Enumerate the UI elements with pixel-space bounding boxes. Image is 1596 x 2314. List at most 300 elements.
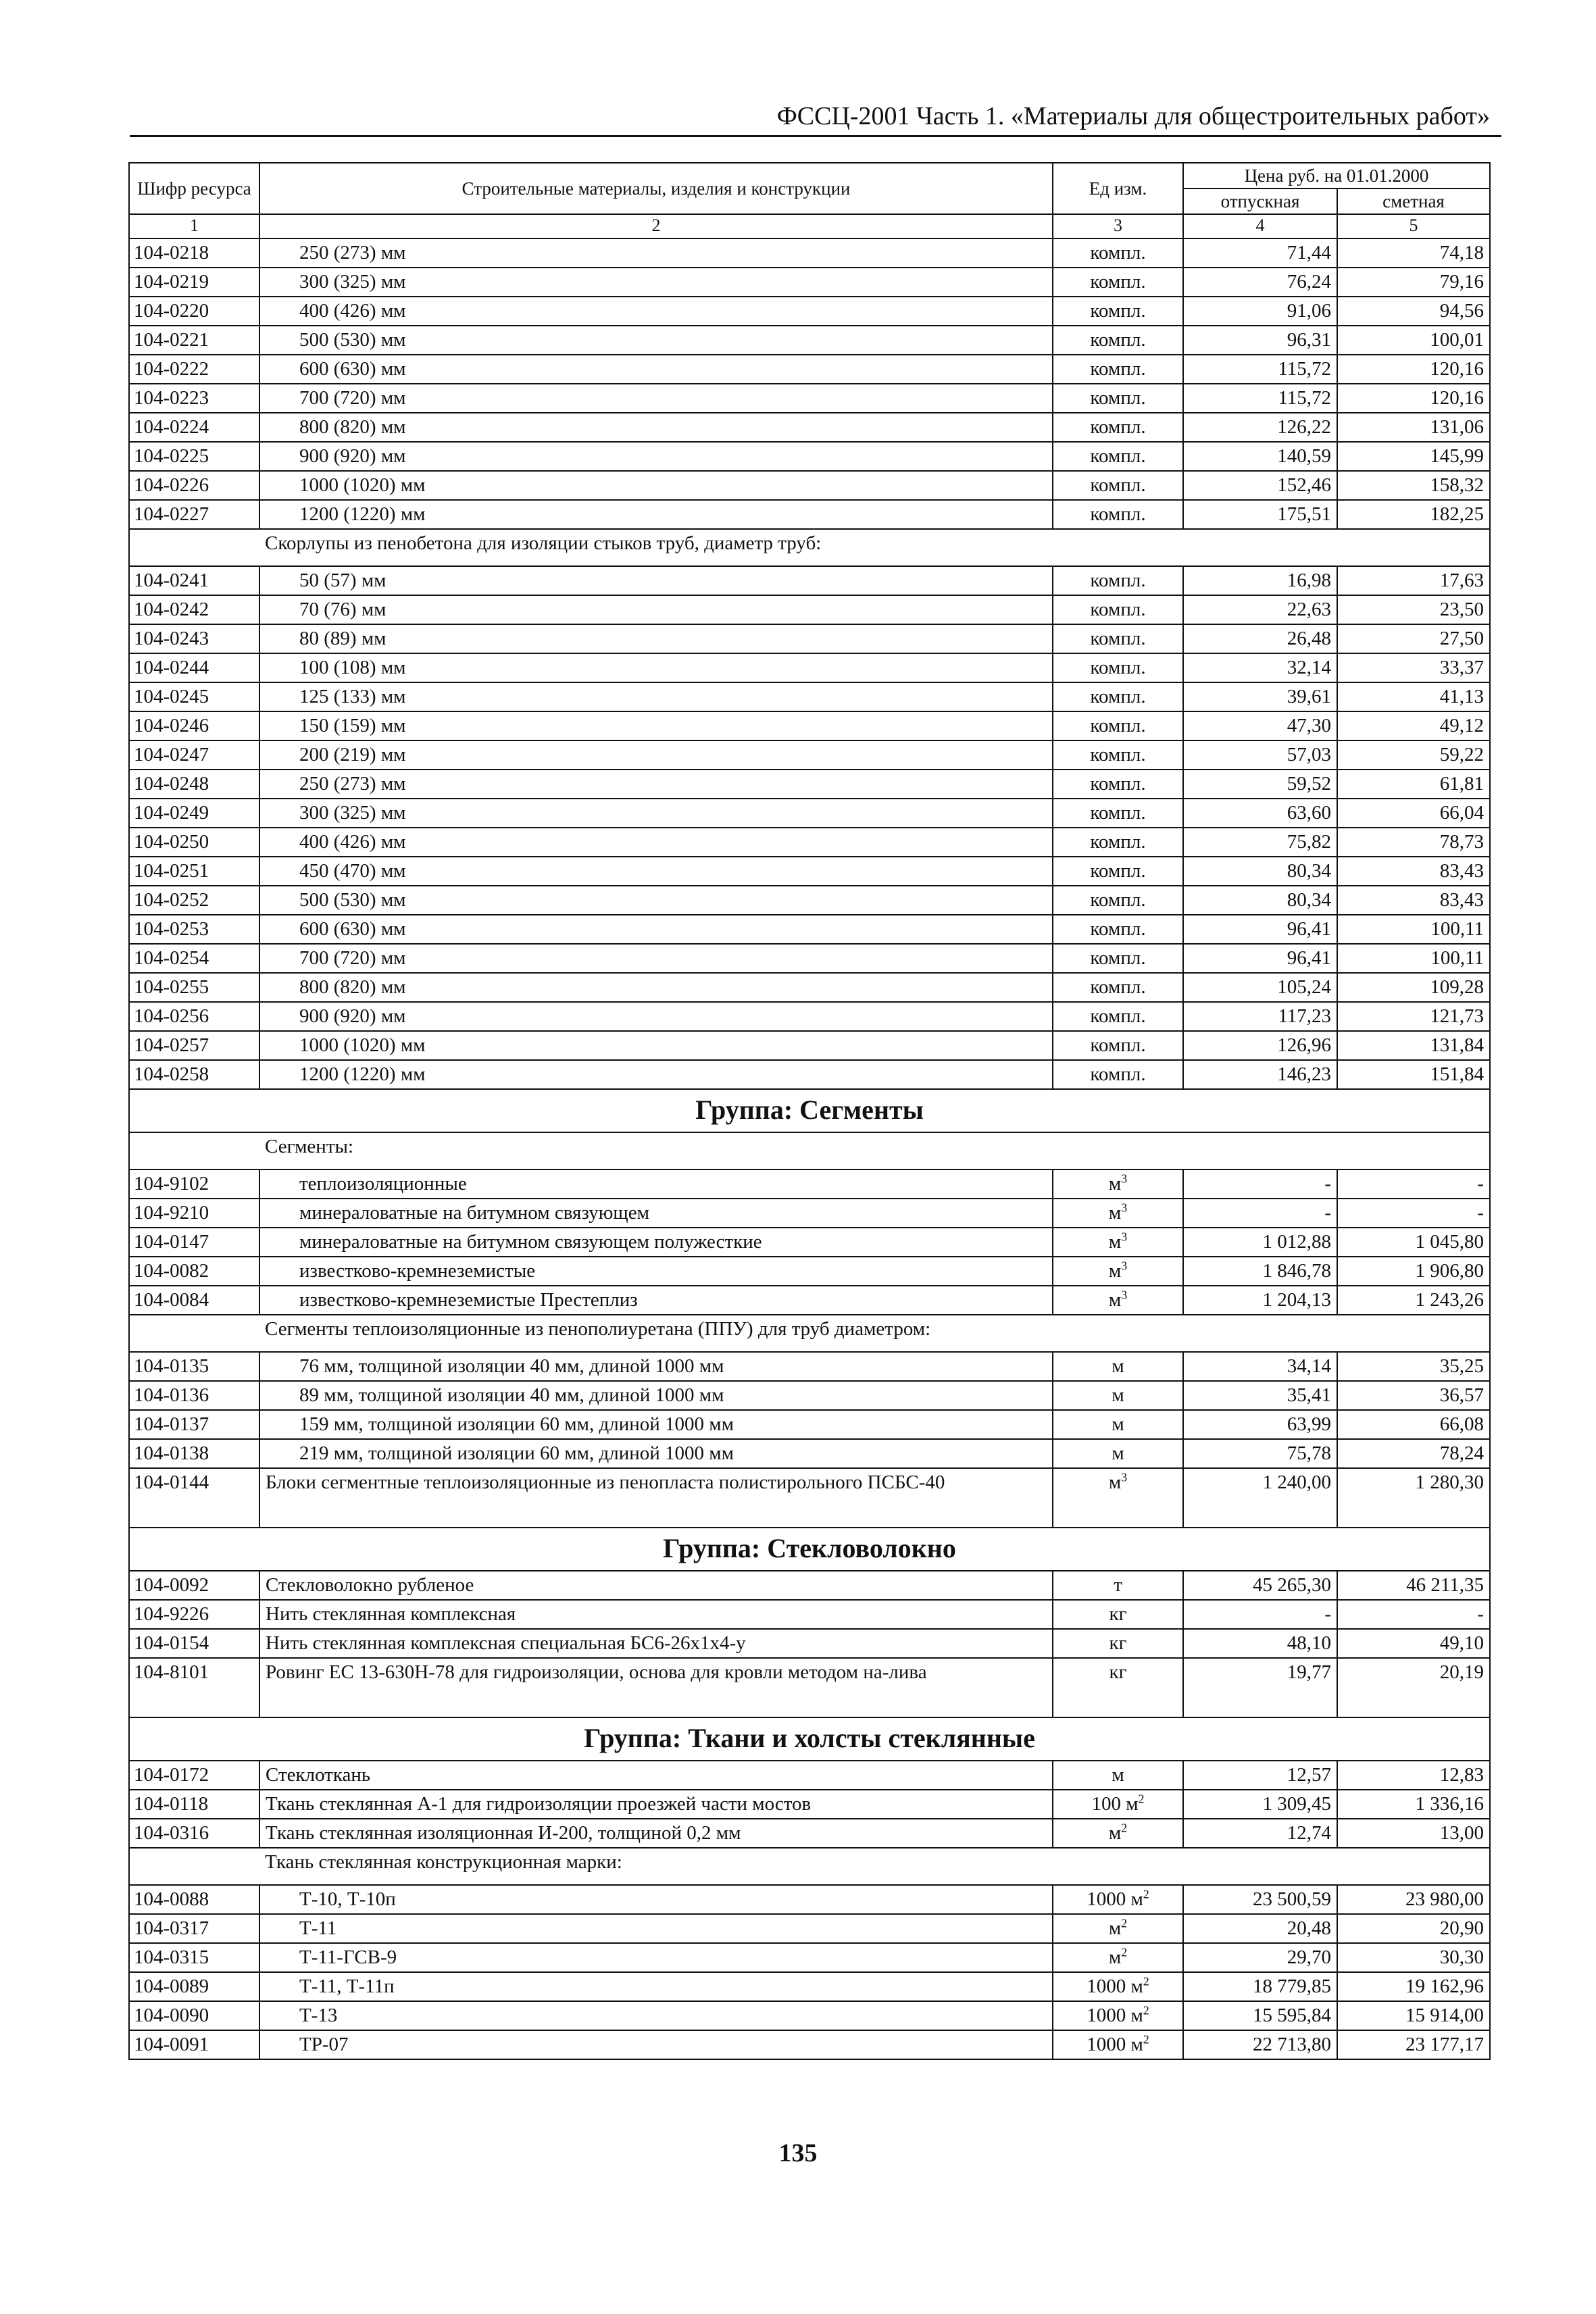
table-row: [129, 1790, 1490, 1819]
unit-cell: [1053, 384, 1183, 413]
unit: компл.: [1090, 976, 1146, 998]
unit-cell: [1053, 1439, 1183, 1468]
table-row: [129, 2030, 1490, 2059]
unit-cell: [1053, 828, 1183, 857]
estimate-price: 41,13: [1337, 682, 1490, 711]
subsection-label-row: [129, 1132, 1490, 1169]
release-price: 1 240,00: [1183, 1468, 1337, 1528]
material-description: Т-11: [259, 1914, 1053, 1943]
unit: м: [1108, 1946, 1122, 1968]
unit: компл.: [1090, 657, 1146, 678]
unit-cell: [1053, 326, 1183, 355]
estimate-price: 49,12: [1337, 711, 1490, 740]
release-price: 126,96: [1183, 1031, 1337, 1060]
unit-cell: [1053, 1819, 1183, 1848]
material-description: 400 (426) мм: [259, 297, 1053, 326]
unit-cell: [1053, 915, 1183, 944]
material-description: 450 (470) мм: [259, 857, 1053, 886]
estimate-price: -: [1337, 1169, 1490, 1199]
resource-code: 104-0220: [129, 297, 259, 326]
unit-exponent: 3: [1121, 1230, 1128, 1244]
table-row: [129, 857, 1490, 886]
unit: компл.: [1090, 715, 1146, 736]
unit-cell: [1053, 740, 1183, 770]
unit-cell: [1053, 471, 1183, 500]
table-row: [129, 711, 1490, 740]
unit: кг: [1109, 1661, 1127, 1683]
resource-code: 104-0089: [129, 1972, 259, 2001]
table-body: [129, 238, 1490, 2059]
unit-cell: [1053, 413, 1183, 442]
estimate-price: 13,00: [1337, 1819, 1490, 1848]
unit: компл.: [1090, 860, 1146, 882]
unit-cell: [1053, 2030, 1183, 2059]
unit-exponent: 2: [1121, 1916, 1128, 1930]
unit: м: [1108, 1202, 1122, 1224]
unit: м: [1112, 1384, 1124, 1406]
unit: 100 м: [1091, 1793, 1139, 1815]
unit: кг: [1109, 1603, 1127, 1625]
resource-code: 104-0242: [129, 595, 259, 624]
estimate-price: 100,11: [1337, 944, 1490, 973]
material-description: 600 (630) мм: [259, 915, 1053, 944]
subsection-label: Ткань стеклянная конструкционная марки:: [129, 1848, 1490, 1885]
unit: компл.: [1090, 947, 1146, 969]
table-row: [129, 1819, 1490, 1848]
material-description: Т-11, Т-11п: [259, 1972, 1053, 2001]
estimate-price: 74,18: [1337, 238, 1490, 268]
unit-cell: [1053, 268, 1183, 297]
header-release-price: отпускная: [1183, 188, 1337, 214]
table-row: [129, 1410, 1490, 1439]
estimate-price: 1 243,26: [1337, 1286, 1490, 1315]
release-price: 20,48: [1183, 1914, 1337, 1943]
unit-cell: [1053, 1257, 1183, 1286]
unit-cell: [1053, 973, 1183, 1002]
estimate-price: 33,37: [1337, 653, 1490, 682]
subsection-label-row: [129, 1848, 1490, 1885]
release-price: 96,41: [1183, 944, 1337, 973]
release-price: -: [1183, 1169, 1337, 1199]
resource-code: 104-0243: [129, 624, 259, 653]
estimate-price: 182,25: [1337, 500, 1490, 529]
material-description: известково-кремнеземистые Престеплиз: [259, 1286, 1053, 1315]
unit: компл.: [1090, 918, 1146, 940]
material-description: 1000 (1020) мм: [259, 1031, 1053, 1060]
release-price: 12,74: [1183, 1819, 1337, 1848]
unit-cell: [1053, 1468, 1183, 1528]
unit: м: [1108, 1289, 1122, 1311]
release-price: 63,99: [1183, 1410, 1337, 1439]
table-row: [129, 1629, 1490, 1658]
unit: м: [1112, 1355, 1124, 1377]
estimate-price: 100,01: [1337, 326, 1490, 355]
table-row: [129, 1943, 1490, 1972]
material-description: 1200 (1220) мм: [259, 1060, 1053, 1089]
release-price: 34,14: [1183, 1352, 1337, 1381]
column-number: 3: [1053, 214, 1183, 238]
table-row: [129, 653, 1490, 682]
release-price: 96,41: [1183, 915, 1337, 944]
column-numbers-row: [129, 214, 1490, 238]
release-price: 15 595,84: [1183, 2001, 1337, 2030]
resource-code: 104-0249: [129, 799, 259, 828]
resource-code: 104-0251: [129, 857, 259, 886]
estimate-price: 36,57: [1337, 1381, 1490, 1410]
unit-exponent: 2: [1138, 1792, 1145, 1806]
material-description: 150 (159) мм: [259, 711, 1053, 740]
material-description: 700 (720) мм: [259, 944, 1053, 973]
table-row: [129, 1286, 1490, 1315]
subsection-label-row: [129, 1315, 1490, 1352]
resource-code: 104-0317: [129, 1914, 259, 1943]
release-price: 57,03: [1183, 740, 1337, 770]
unit-cell: [1053, 653, 1183, 682]
unit: м: [1108, 1917, 1122, 1939]
material-description: 125 (133) мм: [259, 682, 1053, 711]
table-row: [129, 828, 1490, 857]
resource-code: 104-0118: [129, 1790, 259, 1819]
resource-code: 104-0252: [129, 886, 259, 915]
header-code: Шифр ресурса: [129, 163, 259, 214]
material-description: 500 (530) мм: [259, 886, 1053, 915]
unit: 1000 м: [1087, 2034, 1143, 2055]
release-price: 117,23: [1183, 1002, 1337, 1031]
release-price: 126,22: [1183, 413, 1337, 442]
unit-exponent: 2: [1143, 2032, 1149, 2046]
table-row: [129, 944, 1490, 973]
unit: компл.: [1090, 1063, 1146, 1085]
estimate-price: 23,50: [1337, 595, 1490, 624]
resource-code: 104-0256: [129, 1002, 259, 1031]
group-heading: Группа: Ткани и холсты стеклянные: [129, 1717, 1490, 1761]
table-row: [129, 413, 1490, 442]
resource-code: 104-0219: [129, 268, 259, 297]
estimate-price: 23 980,00: [1337, 1885, 1490, 1914]
unit-exponent: 2: [1143, 1974, 1149, 1988]
header-estimate-price: сметная: [1337, 188, 1490, 214]
estimate-price: 83,43: [1337, 857, 1490, 886]
table-row: [129, 1972, 1490, 2001]
resource-code: 104-0224: [129, 413, 259, 442]
table-row: [129, 1169, 1490, 1199]
resource-code: 104-0084: [129, 1286, 259, 1315]
estimate-price: 120,16: [1337, 384, 1490, 413]
release-price: 175,51: [1183, 500, 1337, 529]
estimate-price: 12,83: [1337, 1761, 1490, 1790]
material-description: Блоки сегментные теплоизоляционные из пенопласта полистирольного ПСБС-40: [259, 1468, 1053, 1528]
running-head: ФССЦ-2001 Часть 1. «Материалы для общестроительных работ»: [776, 102, 1490, 130]
unit: компл.: [1090, 599, 1146, 620]
resource-code: 104-9102: [129, 1169, 259, 1199]
unit: м: [1112, 1764, 1124, 1786]
estimate-price: 46 211,35: [1337, 1571, 1490, 1600]
resource-code: 104-9226: [129, 1600, 259, 1629]
resource-code: 104-0221: [129, 326, 259, 355]
material-description: Стеклоткань: [259, 1761, 1053, 1790]
resource-code: 104-0136: [129, 1381, 259, 1410]
material-description: теплоизоляционные: [259, 1169, 1053, 1199]
release-price: 115,72: [1183, 355, 1337, 384]
header-price: Цена руб. на 01.01.2000: [1183, 163, 1490, 188]
unit-cell: [1053, 1629, 1183, 1658]
unit-cell: [1053, 624, 1183, 653]
material-description: 800 (820) мм: [259, 413, 1053, 442]
unit: компл.: [1090, 802, 1146, 824]
material-description: 300 (325) мм: [259, 268, 1053, 297]
resource-code: 104-0172: [129, 1761, 259, 1790]
unit-cell: [1053, 1002, 1183, 1031]
resource-code: 104-9210: [129, 1199, 259, 1228]
release-price: 22 713,80: [1183, 2030, 1337, 2059]
material-description: Нить стеклянная комплексная специальная БС6-26х1х4-у: [259, 1629, 1053, 1658]
material-description: 1200 (1220) мм: [259, 500, 1053, 529]
table-row: [129, 355, 1490, 384]
table-row: [129, 384, 1490, 413]
table-row: [129, 624, 1490, 653]
release-price: 1 309,45: [1183, 1790, 1337, 1819]
unit-cell: [1053, 944, 1183, 973]
unit-cell: [1053, 1790, 1183, 1819]
material-description: 900 (920) мм: [259, 442, 1053, 471]
unit: компл.: [1090, 889, 1146, 911]
unit-cell: [1053, 595, 1183, 624]
estimate-price: 1 336,16: [1337, 1790, 1490, 1819]
table-row: [129, 595, 1490, 624]
unit: м: [1108, 1822, 1122, 1844]
unit: компл.: [1090, 1034, 1146, 1056]
unit-cell: [1053, 500, 1183, 529]
unit-cell: [1053, 1761, 1183, 1790]
table-row: [129, 682, 1490, 711]
table-row: [129, 1228, 1490, 1257]
unit: компл.: [1090, 242, 1146, 263]
table-row: [129, 2001, 1490, 2030]
table-row: [129, 238, 1490, 268]
unit: м: [1108, 1231, 1122, 1253]
estimate-price: 1 045,80: [1337, 1228, 1490, 1257]
table-row: [129, 297, 1490, 326]
material-description: 219 мм, толщиной изоляции 60 мм, длиной 1000 мм: [259, 1439, 1053, 1468]
unit-cell: [1053, 2001, 1183, 2030]
unit-cell: [1053, 442, 1183, 471]
resource-code: 104-0244: [129, 653, 259, 682]
estimate-price: 120,16: [1337, 355, 1490, 384]
estimate-price: -: [1337, 1199, 1490, 1228]
unit-cell: [1053, 1199, 1183, 1228]
table-row: [129, 442, 1490, 471]
estimate-price: 83,43: [1337, 886, 1490, 915]
subsection-label: Сегменты теплоизоляционные из пенополиуретана (ППУ) для труб диаметром:: [129, 1315, 1490, 1352]
unit-cell: [1053, 1410, 1183, 1439]
unit: компл.: [1090, 686, 1146, 707]
unit: м: [1112, 1442, 1124, 1464]
estimate-price: 66,04: [1337, 799, 1490, 828]
material-description: 700 (720) мм: [259, 384, 1053, 413]
unit-exponent: 2: [1143, 1887, 1149, 1901]
unit: м: [1112, 1413, 1124, 1435]
release-price: 16,98: [1183, 566, 1337, 595]
unit-exponent: 3: [1121, 1172, 1128, 1186]
resource-code: 104-0245: [129, 682, 259, 711]
release-price: 140,59: [1183, 442, 1337, 471]
material-description: 500 (530) мм: [259, 326, 1053, 355]
unit-cell: [1053, 1972, 1183, 2001]
unit: компл.: [1090, 300, 1146, 322]
unit-cell: [1053, 1914, 1183, 1943]
table-row: [129, 1439, 1490, 1468]
release-price: 71,44: [1183, 238, 1337, 268]
table-row: [129, 1002, 1490, 1031]
release-price: 19,77: [1183, 1658, 1337, 1717]
unit: м: [1108, 1260, 1122, 1282]
table-row: [129, 1600, 1490, 1629]
resource-code: 104-0257: [129, 1031, 259, 1060]
resource-code: 104-0137: [129, 1410, 259, 1439]
resource-code: 104-0147: [129, 1228, 259, 1257]
header-unit: Ед изм.: [1053, 163, 1183, 214]
release-price: -: [1183, 1600, 1337, 1629]
unit: компл.: [1090, 329, 1146, 351]
column-number: 4: [1183, 214, 1337, 238]
unit: 1000 м: [1087, 1976, 1143, 1997]
release-price: 18 779,85: [1183, 1972, 1337, 2001]
resource-code: 104-0154: [129, 1629, 259, 1658]
estimate-price: 1 906,80: [1337, 1257, 1490, 1286]
unit-exponent: 3: [1121, 1201, 1128, 1215]
release-price: 146,23: [1183, 1060, 1337, 1089]
table-row: [129, 770, 1490, 799]
unit: м: [1108, 1173, 1122, 1194]
unit-cell: [1053, 886, 1183, 915]
header-name: Строительные материалы, изделия и конструкции: [259, 163, 1053, 214]
resource-code: 104-0088: [129, 1885, 259, 1914]
unit-cell: [1053, 857, 1183, 886]
material-description: 250 (273) мм: [259, 238, 1053, 268]
table-row: [129, 326, 1490, 355]
material-description: Ткань стеклянная изоляционная И-200, толщиной 0,2 мм: [259, 1819, 1053, 1848]
resource-code: 104-0092: [129, 1571, 259, 1600]
material-description: 159 мм, толщиной изоляции 60 мм, длиной 1000 мм: [259, 1410, 1053, 1439]
estimate-price: 131,84: [1337, 1031, 1490, 1060]
material-description: минераловатные на битумном связующем полужесткие: [259, 1228, 1053, 1257]
resource-code: 104-8101: [129, 1658, 259, 1717]
resource-code: 104-0254: [129, 944, 259, 973]
resource-code: 104-0315: [129, 1943, 259, 1972]
material-description: 76 мм, толщиной изоляции 40 мм, длиной 1000 мм: [259, 1352, 1053, 1381]
estimate-price: 158,32: [1337, 471, 1490, 500]
estimate-price: 23 177,17: [1337, 2030, 1490, 2059]
subsection-label: Сегменты:: [129, 1132, 1490, 1169]
material-description: 900 (920) мм: [259, 1002, 1053, 1031]
resource-code: 104-0250: [129, 828, 259, 857]
material-description: Т-10, Т-10п: [259, 1885, 1053, 1914]
table-row: [129, 886, 1490, 915]
unit-cell: [1053, 682, 1183, 711]
unit-cell: [1053, 1286, 1183, 1315]
resource-code: 104-0138: [129, 1439, 259, 1468]
release-price: 76,24: [1183, 268, 1337, 297]
resource-code: 104-0246: [129, 711, 259, 740]
unit: компл.: [1090, 387, 1146, 409]
table-row: [129, 1257, 1490, 1286]
unit-cell: [1053, 1658, 1183, 1717]
unit-exponent: 3: [1121, 1288, 1128, 1302]
unit: компл.: [1090, 628, 1146, 649]
unit: компл.: [1090, 831, 1146, 853]
resource-code: 104-0241: [129, 566, 259, 595]
unit: компл.: [1090, 570, 1146, 591]
unit: 1000 м: [1087, 2005, 1143, 2026]
material-description: 250 (273) мм: [259, 770, 1053, 799]
estimate-price: 1 280,30: [1337, 1468, 1490, 1528]
resource-code: 104-0258: [129, 1060, 259, 1089]
release-price: 1 204,13: [1183, 1286, 1337, 1315]
unit-cell: [1053, 355, 1183, 384]
unit-cell: [1053, 566, 1183, 595]
estimate-price: 151,84: [1337, 1060, 1490, 1089]
material-description: известково-кремнеземистые: [259, 1257, 1053, 1286]
unit-cell: [1053, 799, 1183, 828]
estimate-price: 35,25: [1337, 1352, 1490, 1381]
estimate-price: 30,30: [1337, 1943, 1490, 1972]
resource-code: 104-0222: [129, 355, 259, 384]
material-description: 200 (219) мм: [259, 740, 1053, 770]
release-price: -: [1183, 1199, 1337, 1228]
material-description: Ровинг ЕС 13-630Н-78 для гидроизоляции, основа для кровли методом на-лива: [259, 1658, 1053, 1717]
material-description: 80 (89) мм: [259, 624, 1053, 653]
table-row: [129, 1060, 1490, 1089]
release-price: 22,63: [1183, 595, 1337, 624]
unit-cell: [1053, 1600, 1183, 1629]
unit-cell: [1053, 297, 1183, 326]
release-price: 32,14: [1183, 653, 1337, 682]
group-heading: Группа: Стекловолокно: [129, 1528, 1490, 1571]
release-price: 96,31: [1183, 326, 1337, 355]
estimate-price: 79,16: [1337, 268, 1490, 297]
table-row: [129, 1199, 1490, 1228]
unit: компл.: [1090, 445, 1146, 467]
unit: кг: [1109, 1632, 1127, 1654]
release-price: 48,10: [1183, 1629, 1337, 1658]
estimate-price: 121,73: [1337, 1002, 1490, 1031]
unit-cell: [1053, 1571, 1183, 1600]
table-row: [129, 1468, 1490, 1528]
material-description: Ткань стеклянная А-1 для гидроизоляции проезжей части мостов: [259, 1790, 1053, 1819]
estimate-price: 17,63: [1337, 566, 1490, 595]
unit-exponent: 3: [1121, 1470, 1128, 1484]
column-number: 1: [129, 214, 259, 238]
release-price: 47,30: [1183, 711, 1337, 740]
unit-exponent: 2: [1121, 1821, 1128, 1835]
resource-code: 104-0253: [129, 915, 259, 944]
estimate-price: 100,11: [1337, 915, 1490, 944]
unit: м: [1108, 1472, 1122, 1493]
header-rule: [130, 135, 1501, 137]
unit-cell: [1053, 711, 1183, 740]
material-description: 300 (325) мм: [259, 799, 1053, 828]
estimate-price: 109,28: [1337, 973, 1490, 1002]
column-number: 2: [259, 214, 1053, 238]
group-heading-row: [129, 1717, 1490, 1761]
unit-cell: [1053, 770, 1183, 799]
release-price: 45 265,30: [1183, 1571, 1337, 1600]
unit-cell: [1053, 1169, 1183, 1199]
group-heading-row: [129, 1089, 1490, 1132]
material-description: 89 мм, толщиной изоляции 40 мм, длиной 1000 мм: [259, 1381, 1053, 1410]
release-price: 80,34: [1183, 857, 1337, 886]
table-row: [129, 1571, 1490, 1600]
